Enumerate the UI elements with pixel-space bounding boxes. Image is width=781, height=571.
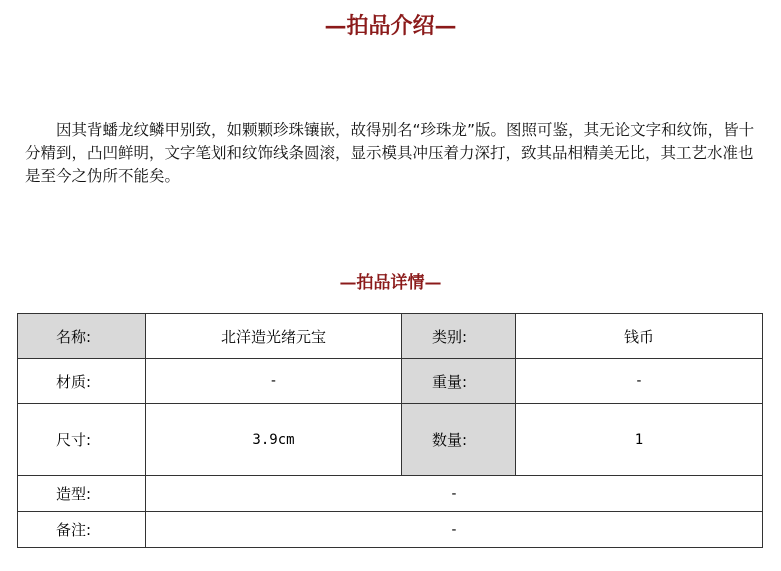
table-row-size (18, 404, 763, 476)
table-row-remark (18, 512, 763, 548)
size-value: 3.9cm (146, 404, 402, 476)
table-row-shape (18, 476, 763, 512)
name-value: 北洋造光绪元宝 (146, 314, 402, 359)
table-row-name (18, 314, 763, 359)
shape-value: - (146, 476, 763, 512)
details-heading: —拍品详情— (339, 273, 442, 293)
intro-heading: —拍品介绍— (324, 13, 457, 39)
category-value: 钱币 (516, 314, 763, 359)
shape-label: 造型: (18, 476, 146, 512)
weight-value: - (516, 359, 763, 404)
intro-paragraph: 因其背蟠龙纹鳞甲别致，如颗颗珍珠镶嵌，故得别名“珍珠龙”版。图照可鉴，其无论文字和纹饰，皆十分精到，凸凹鲜明，文字笔划和纹饰线条圆滚，显示模具冲压着力深打，致其品相精美无比，其工艺水准也是至今之伪所不能矣。 (25, 121, 755, 185)
quantity-label: 数量: (402, 404, 516, 476)
details-table (17, 313, 763, 548)
table-row-material (18, 359, 763, 404)
remark-value: - (146, 512, 763, 548)
weight-label: 重量: (402, 359, 516, 404)
category-label: 类别: (402, 314, 516, 359)
remark-label: 备注: (18, 512, 146, 548)
material-label: 材质: (18, 359, 146, 404)
material-value: - (146, 359, 402, 404)
name-label: 名称: (18, 314, 146, 359)
quantity-value: 1 (516, 404, 763, 476)
size-label: 尺寸: (18, 404, 146, 476)
